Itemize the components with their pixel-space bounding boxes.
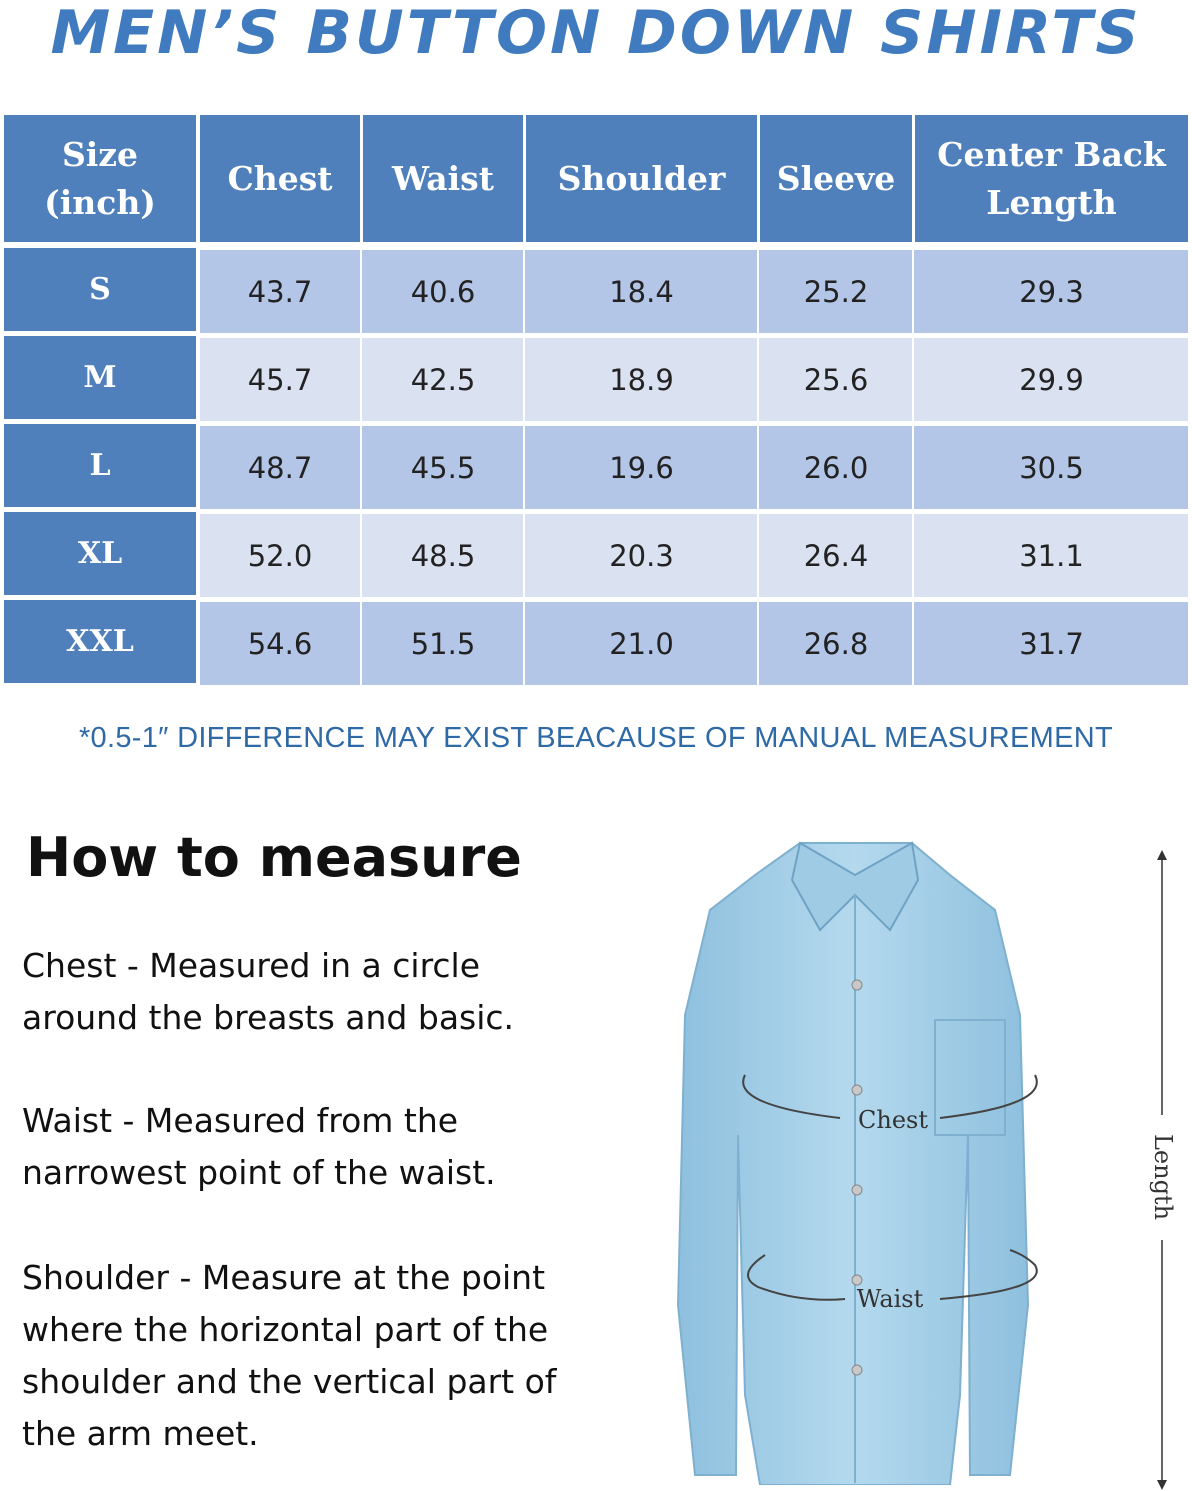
shirt-diagram (650, 835, 1060, 1485)
size-label: XXL (4, 600, 196, 683)
table-cell: 45.7 (247, 362, 313, 397)
column-divider (523, 248, 525, 687)
table-cell: 31.7 (1019, 626, 1084, 661)
table-cell: 25.6 (803, 362, 869, 397)
column-divider (360, 248, 362, 687)
table-cell: 29.9 (1019, 362, 1084, 397)
chest-label: Chest (858, 1106, 928, 1134)
table-cell: 45.5 (410, 450, 476, 485)
length-indicator (1130, 850, 1190, 1490)
table-cell: 48.7 (247, 450, 313, 485)
size-label: XL (4, 512, 196, 595)
table-cell: 20.3 (609, 538, 674, 573)
table-cell: 42.5 (410, 362, 476, 397)
column-header: Sleeve (760, 115, 912, 242)
length-label: Length (1149, 1133, 1177, 1221)
column-divider (757, 248, 759, 687)
chest-description: Chest - Measured in a circle around the breasts and basic. (22, 946, 515, 1037)
table-cell: 52.0 (247, 538, 313, 573)
column-header: Center Back Length (915, 115, 1188, 242)
table-cell: 51.5 (410, 626, 476, 661)
table-cell: 25.2 (803, 274, 869, 309)
table-cell: 26.8 (803, 626, 869, 661)
measurement-note: *0.5-1″ DIFFERENCE MAY EXIST BEACAUSE OF MANUAL MEASUREMENT (78, 722, 1114, 754)
arrow-down-icon (1157, 1480, 1167, 1490)
table-cell: 26.0 (803, 450, 869, 485)
shirt-body (678, 843, 1028, 1485)
table-cell: 31.1 (1019, 538, 1084, 573)
table-cell: 54.6 (247, 626, 313, 661)
column-header: Waist (363, 115, 523, 242)
table-cell: 40.6 (410, 274, 476, 309)
table-cell: 18.9 (609, 362, 674, 397)
size-label: L (4, 424, 196, 507)
table-cell: 26.4 (803, 538, 869, 573)
table-cell: 21.0 (609, 626, 674, 661)
table-cell: 29.3 (1019, 274, 1084, 309)
table-cell: 30.5 (1019, 450, 1084, 485)
column-header: Shoulder (526, 115, 757, 242)
shoulder-description: Shoulder - Measure at the point where the horizontal part of the shoulder and the vertical part of the arm meet. (22, 1258, 557, 1453)
waist-description: Waist - Measured from the narrowest point of the waist. (22, 1101, 496, 1192)
column-header: Size (inch) (4, 115, 196, 242)
column-divider (912, 248, 914, 687)
table-cell: 43.7 (247, 274, 313, 309)
table-cell: 19.6 (609, 450, 674, 485)
size-label: M (4, 336, 196, 419)
table-cell: 18.4 (609, 274, 674, 309)
page-title: MEN’S BUTTON DOWN SHIRTS (50, 0, 1142, 68)
how-to-measure-heading: How to measure (26, 826, 522, 889)
size-chart-table (0, 115, 1192, 687)
size-label: S (4, 248, 196, 331)
column-header: Chest (200, 115, 360, 242)
waist-label: Waist (856, 1285, 924, 1313)
table-cell: 48.5 (410, 538, 476, 573)
arrow-up-icon (1157, 850, 1167, 860)
